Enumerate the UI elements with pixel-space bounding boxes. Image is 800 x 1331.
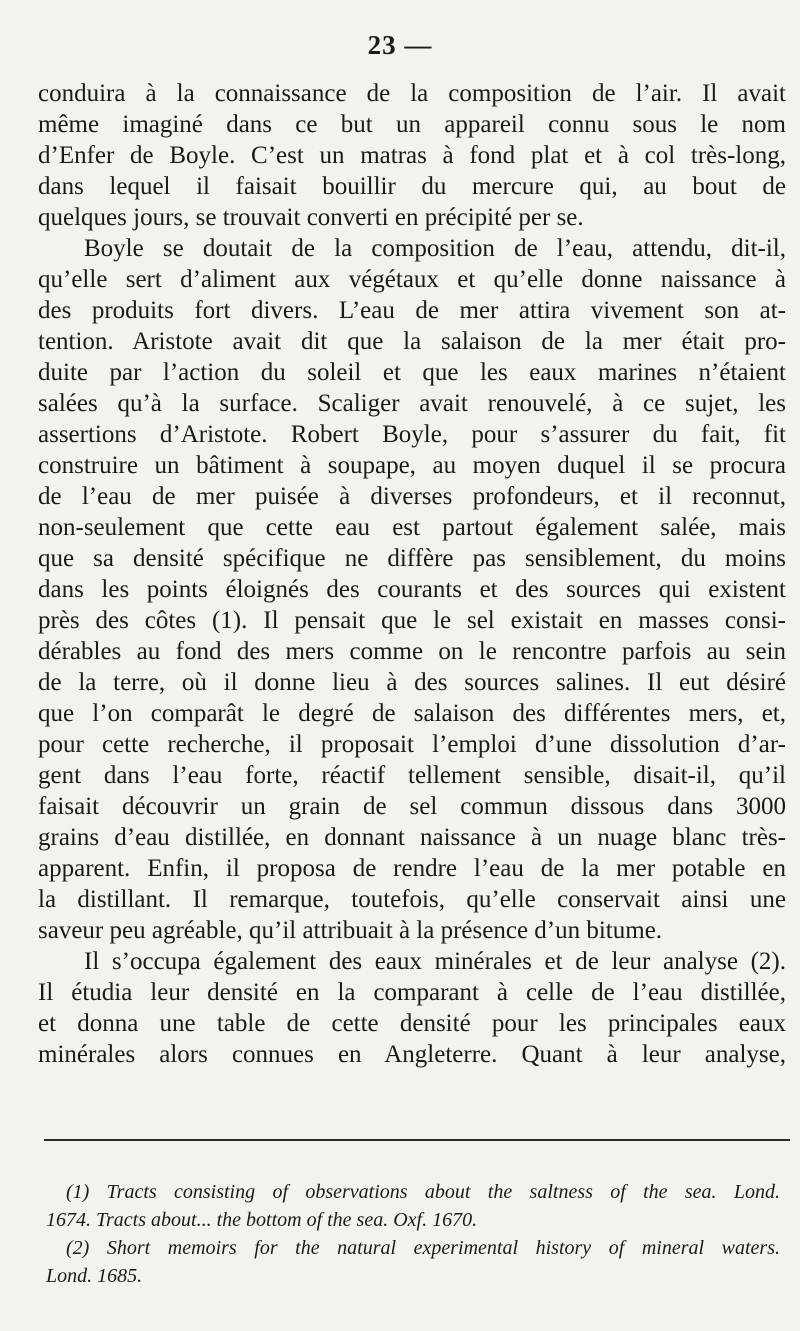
text-line: minérales alors connues en Angleterre. Quant à leur analyse, — [38, 1041, 786, 1068]
text-line: d’Enfer de Boyle. C’est un matras à fond plat et à col très-long, — [38, 142, 786, 169]
text-line: construire un bâtiment à soupape, au moyen duquel il se procura — [38, 452, 786, 479]
text-line: Il étudia leur densité en la comparant à celle de l’eau distillée, — [38, 979, 786, 1006]
text-line: que l’on comparât le degré de salaison des différentes mers, et, — [38, 700, 786, 727]
footnote-1-line-1: (1) Tracts consisting of observations about the saltness of the sea. Lond. — [66, 1181, 780, 1203]
text-line: Boyle se doutait de la composition de l’eau, attendu, dit-il, — [84, 235, 786, 262]
text-line: qu’elle sert d’aliment aux végétaux et qu’elle donne naissance à — [38, 266, 786, 293]
footnote-divider — [44, 1139, 790, 1141]
text-line: grains d’eau distillée, en donnant naissance à un nuage blanc très- — [38, 824, 786, 851]
text-line: quelques jours, se trouvait converti en précipité per se. — [38, 204, 584, 231]
text-line: saveur peu agréable, qu’il attribuait à la présence d’un bitume. — [38, 917, 663, 944]
text-line: apparent. Enfin, il proposa de rendre l’eau de la mer potable en — [38, 855, 786, 882]
text-line: Il s’occupa également des eaux minérales et de leur analyse (2). — [84, 948, 786, 975]
text-line: la distillant. Il remarque, toutefois, qu’elle conservait ainsi une — [38, 886, 786, 913]
text-line: gent dans l’eau forte, réactif tellement sensible, disait-il, qu’il — [38, 762, 786, 789]
text-line: faisait découvrir un grain de sel commun dissous dans 3000 — [38, 793, 786, 820]
text-line: dans lequel il faisait bouillir du mercure qui, au bout de — [38, 173, 786, 200]
body-text — [38, 78, 786, 1070]
page-number: 23 — — [367, 30, 433, 60]
text-line: même imaginé dans ce but un appareil connu sous le nom — [38, 111, 786, 138]
text-line: salées qu’à la surface. Scaliger avait renouvelé, à ce sujet, les — [38, 390, 786, 417]
text-line: non-seulement que cette eau est partout également salée, mais — [38, 514, 786, 541]
text-line: des produits fort divers. L’eau de mer attira vivement son at- — [38, 297, 786, 324]
footnote-1-line-2: 1674. Tracts about... the bottom of the sea. Oxf. 1670. — [46, 1209, 478, 1231]
text-line: pour cette recherche, il proposait l’emploi d’une dissolution d’ar- — [38, 731, 786, 758]
text-line: près des côtes (1). Il pensait que le sel existait en masses consi- — [38, 607, 786, 634]
footnote-2-line-1: (2) Short memoirs for the natural experimental history of mineral waters. — [66, 1237, 780, 1259]
text-line: conduira à la connaissance de la composition de l’air. Il avait — [38, 80, 786, 107]
text-line: et donna une table de cette densité pour les principales eaux — [38, 1010, 786, 1037]
text-line: tention. Aristote avait dit que la salaison de la mer était pro- — [38, 328, 786, 355]
text-line: dérables au fond des mers comme on le rencontre parfois au sein — [38, 638, 786, 665]
footnotes — [46, 1178, 780, 1290]
text-line: de la terre, où il donne lieu à des sources salines. Il eut désiré — [38, 669, 786, 696]
footnote-2-line-2: Lond. 1685. — [46, 1265, 143, 1287]
text-line: dans les points éloignés des courants et des sources qui existent — [38, 576, 786, 603]
text-line: de l’eau de mer puisée à diverses profondeurs, et il reconnut, — [38, 483, 786, 510]
text-line: que sa densité spécifique ne diffère pas sensiblement, du moins — [38, 545, 786, 572]
text-line: assertions d’Aristote. Robert Boyle, pour s’assurer du fait, fit — [38, 421, 786, 448]
text-line: duite par l’action du soleil et que les eaux marines n’étaient — [38, 359, 786, 386]
